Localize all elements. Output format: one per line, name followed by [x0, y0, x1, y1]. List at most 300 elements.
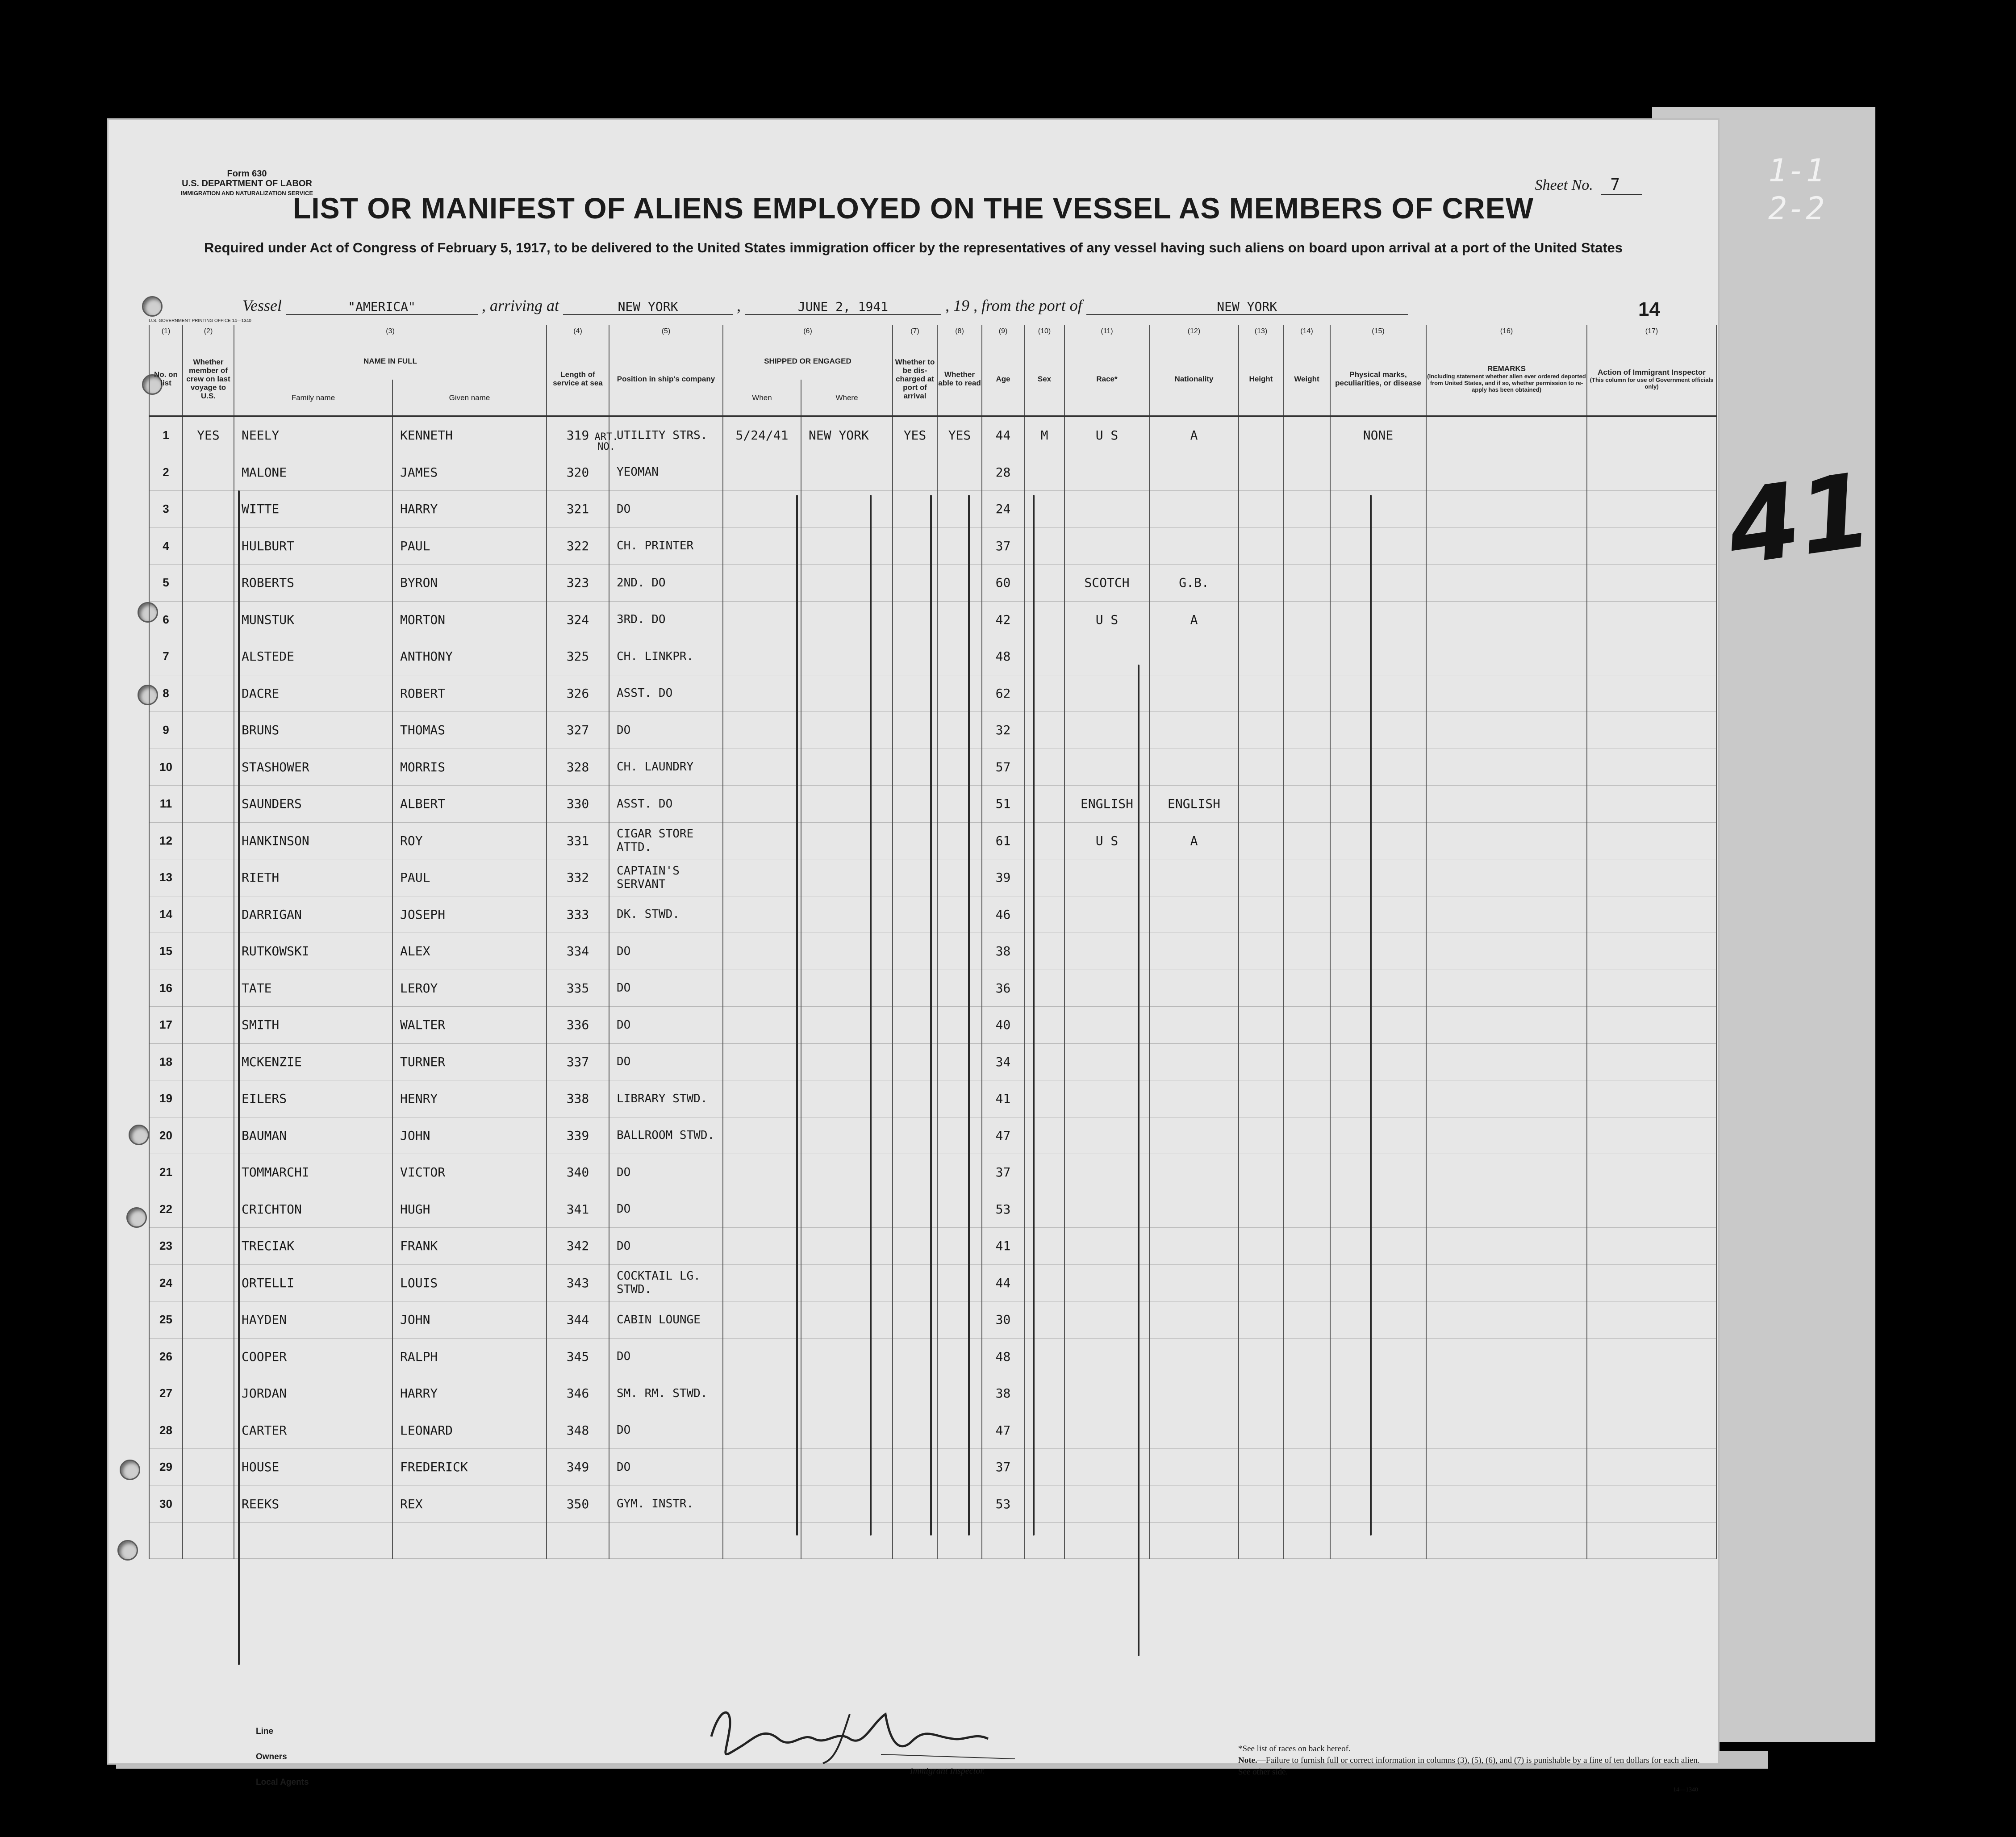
shipped-where — [801, 454, 893, 491]
ship-position: LIBRARY STWD. — [609, 1080, 723, 1117]
nationality — [1149, 1043, 1239, 1080]
ship-position: YEOMAN — [609, 454, 723, 491]
header-physical-marks: Physical marks, peculiarities, or disease — [1330, 342, 1426, 416]
nationality — [1149, 749, 1239, 786]
remarks — [1426, 1449, 1587, 1486]
family-name: BAUMAN — [234, 1117, 392, 1154]
race — [1064, 712, 1149, 749]
age: 38 — [982, 1375, 1024, 1412]
member-last-voyage — [183, 896, 234, 933]
race: U S — [1064, 822, 1149, 859]
table-row — [149, 1264, 1716, 1301]
physical-marks — [1330, 749, 1426, 786]
race — [1064, 638, 1149, 675]
shipped-where — [801, 1007, 893, 1044]
sheet-number-label: Sheet No. — [1535, 177, 1593, 193]
race — [1064, 527, 1149, 565]
table-row — [149, 1486, 1716, 1523]
physical-marks — [1330, 1375, 1426, 1412]
member-last-voyage — [183, 601, 234, 638]
inspector-action — [1587, 1007, 1716, 1044]
sheet-number-value: 7 — [1601, 176, 1642, 195]
length-of-service: 328 — [547, 749, 609, 786]
table-row — [149, 1412, 1716, 1449]
inspector-action — [1587, 527, 1716, 565]
race — [1064, 1043, 1149, 1080]
shipped-where — [801, 933, 893, 970]
able-to-read — [937, 527, 982, 565]
inspector-action — [1587, 638, 1716, 675]
member-last-voyage — [183, 1117, 234, 1154]
nationality — [1149, 1301, 1239, 1339]
given-name: HARRY — [392, 1375, 547, 1412]
length-of-service: 320 — [547, 454, 609, 491]
member-last-voyage — [183, 859, 234, 896]
physical-marks — [1330, 1191, 1426, 1228]
given-name: ANTHONY — [392, 638, 547, 675]
col-num: (10) — [1024, 325, 1064, 342]
shipped-where — [801, 1080, 893, 1117]
height — [1239, 1375, 1283, 1412]
shipped-where — [801, 1043, 893, 1080]
weight — [1283, 712, 1330, 749]
header-family-name: Family name — [234, 380, 392, 416]
weight — [1283, 454, 1330, 491]
manifest-table — [149, 325, 1717, 1559]
row-number: 8 — [149, 675, 183, 712]
age: 48 — [982, 638, 1024, 675]
ditto-line-race — [1138, 665, 1139, 1656]
family-name: STASHOWER — [234, 749, 392, 786]
table-row — [149, 565, 1716, 602]
member-last-voyage: YES — [183, 416, 234, 454]
shipped-when: 5/24/41 — [723, 416, 801, 454]
row-number: 5 — [149, 565, 183, 602]
shipped-when — [723, 896, 801, 933]
weight — [1283, 786, 1330, 823]
weight — [1283, 896, 1330, 933]
margin-mark-top: 1-1 — [1768, 152, 1825, 189]
weight — [1283, 1486, 1330, 1523]
age: 39 — [982, 859, 1024, 896]
sex — [1024, 454, 1064, 491]
able-to-read — [937, 1007, 982, 1044]
page-number: 14 — [1638, 298, 1660, 320]
header-where: Where — [801, 380, 893, 416]
nationality: ENGLISH — [1149, 786, 1239, 823]
arriving-label: , arriving at — [481, 297, 559, 314]
inspector-action — [1587, 601, 1716, 638]
row-number: 23 — [149, 1228, 183, 1265]
given-name: PAUL — [392, 859, 547, 896]
col-num: (11) — [1064, 325, 1149, 342]
row-number: 18 — [149, 1043, 183, 1080]
age: 41 — [982, 1228, 1024, 1265]
ditto-line-discharged — [930, 495, 932, 1536]
age: 36 — [982, 970, 1024, 1007]
row-number: 24 — [149, 1264, 183, 1301]
sex — [1024, 896, 1064, 933]
weight — [1283, 527, 1330, 565]
blank-cell — [1330, 1523, 1426, 1559]
vessel-name: "AMERICA" — [286, 299, 478, 315]
ship-position: CAPTAIN'S SERVANT — [609, 859, 723, 896]
shipped-where — [801, 565, 893, 602]
ship-position: 3RD. DO — [609, 601, 723, 638]
ditto-line-member — [238, 490, 240, 1665]
vessel-label: Vessel — [242, 297, 282, 314]
age: 53 — [982, 1191, 1024, 1228]
family-name: CARTER — [234, 1412, 392, 1449]
action-note: (This column for use of Government officials only) — [1590, 376, 1714, 390]
row-number: 28 — [149, 1412, 183, 1449]
blank-cell — [183, 1523, 234, 1559]
inspector-signature — [702, 1696, 1015, 1768]
shipped-when — [723, 822, 801, 859]
ship-position: DO — [609, 491, 723, 528]
sex — [1024, 822, 1064, 859]
ship-position: DO — [609, 1043, 723, 1080]
ship-position: CH. LAUNDRY — [609, 749, 723, 786]
ship-position: CH. PRINTER — [609, 527, 723, 565]
length-of-service: 345 — [547, 1338, 609, 1375]
race — [1064, 491, 1149, 528]
age: 40 — [982, 1007, 1024, 1044]
length-of-service: 340 — [547, 1154, 609, 1191]
age: 60 — [982, 565, 1024, 602]
family-name: TOMMARCHI — [234, 1154, 392, 1191]
blank-cell — [982, 1523, 1024, 1559]
given-name: HENRY — [392, 1080, 547, 1117]
age: 48 — [982, 1338, 1024, 1375]
blank-cell — [723, 1523, 801, 1559]
member-last-voyage — [183, 675, 234, 712]
remarks-note: (Including statement whether alien ever ordered deported from United States, and if so, whether permission to re-apply has been obtained) — [1427, 373, 1586, 393]
able-to-read — [937, 1449, 982, 1486]
remarks — [1426, 970, 1587, 1007]
blank-cell — [234, 1523, 392, 1559]
ditto-line-when — [796, 495, 798, 1536]
vessel-line: Vessel "AMERICA" , arriving at NEW YORK , JUNE 2, 1941 , 19 , from the port of NEW YORK — [242, 296, 1627, 315]
inspector-action — [1587, 786, 1716, 823]
remarks — [1426, 1117, 1587, 1154]
inspector-action — [1587, 1117, 1716, 1154]
inspector-action — [1587, 1043, 1716, 1080]
length-of-service: 326 — [547, 675, 609, 712]
sex — [1024, 1080, 1064, 1117]
family-name: ALSTEDE — [234, 638, 392, 675]
header-no-on-list: No. on list — [149, 342, 183, 416]
family-name: DACRE — [234, 675, 392, 712]
row-number: 6 — [149, 601, 183, 638]
sex — [1024, 859, 1064, 896]
race — [1064, 1301, 1149, 1339]
race — [1064, 675, 1149, 712]
shipped-where — [801, 822, 893, 859]
sex — [1024, 1264, 1064, 1301]
physical-marks — [1330, 454, 1426, 491]
weight — [1283, 565, 1330, 602]
shipped-where — [801, 1449, 893, 1486]
nationality — [1149, 1449, 1239, 1486]
table-row — [149, 822, 1716, 859]
shipped-when — [723, 491, 801, 528]
shipped-where — [801, 1338, 893, 1375]
family-name: RUTKOWSKI — [234, 933, 392, 970]
document-subtitle: Required under Act of Congress of February 5, 1917, to be delivered to the United States immigration officer by the representatives of any vessel having such aliens on board upon arrival at a port of the United States — [204, 240, 1623, 255]
column-number-row — [149, 325, 1716, 342]
nationality — [1149, 527, 1239, 565]
height — [1239, 601, 1283, 638]
height — [1239, 1301, 1283, 1339]
weight — [1283, 675, 1330, 712]
length-of-service: 334 — [547, 933, 609, 970]
nationality — [1149, 1486, 1239, 1523]
able-to-read — [937, 454, 982, 491]
race — [1064, 1154, 1149, 1191]
inspector-action — [1587, 822, 1716, 859]
action-title: Action of Immigrant Inspector — [1598, 368, 1706, 377]
height — [1239, 859, 1283, 896]
nationality: G.B. — [1149, 565, 1239, 602]
weight — [1283, 416, 1330, 454]
shipped-when — [723, 1375, 801, 1412]
shipped-where — [801, 638, 893, 675]
manifest-table-wrap — [149, 325, 1716, 1663]
nationality — [1149, 1338, 1239, 1375]
col-num: (15) — [1330, 325, 1426, 342]
weight — [1283, 933, 1330, 970]
art-no-note: ART. NO. — [594, 431, 618, 452]
member-last-voyage — [183, 1043, 234, 1080]
length-of-service: 330 — [547, 786, 609, 823]
remarks — [1426, 749, 1587, 786]
table-row — [149, 1117, 1716, 1154]
height — [1239, 1191, 1283, 1228]
family-name: WITTE — [234, 491, 392, 528]
ship-position: GYM. INSTR. — [609, 1486, 723, 1523]
row-number: 20 — [149, 1117, 183, 1154]
remarks — [1426, 1375, 1587, 1412]
ship-position: COCKTAIL LG. STWD. — [609, 1264, 723, 1301]
able-to-read — [937, 1412, 982, 1449]
sex — [1024, 933, 1064, 970]
able-to-read — [937, 638, 982, 675]
weight — [1283, 1412, 1330, 1449]
ship-position: DO — [609, 933, 723, 970]
header-sex: Sex — [1024, 342, 1064, 416]
row-number: 21 — [149, 1154, 183, 1191]
sex — [1024, 1154, 1064, 1191]
blank-cell — [1024, 1523, 1064, 1559]
length-of-service: 349 — [547, 1449, 609, 1486]
nationality — [1149, 1117, 1239, 1154]
ship-position: DO — [609, 1228, 723, 1265]
shipped-where — [801, 1117, 893, 1154]
inspector-action — [1587, 970, 1716, 1007]
row-number: 2 — [149, 454, 183, 491]
length-of-service: 319 — [547, 416, 609, 454]
age: 47 — [982, 1117, 1024, 1154]
table-row — [149, 454, 1716, 491]
header-member-last-voyage: Whether member of crew on last voyage to U.S. — [183, 342, 234, 416]
shipped-when — [723, 1228, 801, 1265]
able-to-read — [937, 1301, 982, 1339]
col-num: (16) — [1426, 325, 1587, 342]
blank-cell — [1064, 1523, 1149, 1559]
race: ENGLISH — [1064, 786, 1149, 823]
shipped-when — [723, 1412, 801, 1449]
shipped-when — [723, 970, 801, 1007]
length-of-service: 342 — [547, 1228, 609, 1265]
ship-position: ASST. DO — [609, 675, 723, 712]
ship-position: 2ND. DO — [609, 565, 723, 602]
length-of-service: 337 — [547, 1043, 609, 1080]
member-last-voyage — [183, 749, 234, 786]
age: 41 — [982, 1080, 1024, 1117]
binder-hole — [126, 1207, 147, 1228]
given-name: WALTER — [392, 1007, 547, 1044]
family-name: TRECIAK — [234, 1228, 392, 1265]
shipped-when — [723, 859, 801, 896]
age: 24 — [982, 491, 1024, 528]
physical-marks — [1330, 1338, 1426, 1375]
physical-marks — [1330, 859, 1426, 896]
nationality — [1149, 675, 1239, 712]
row-number: 22 — [149, 1191, 183, 1228]
shipped-when — [723, 786, 801, 823]
table-row — [149, 1043, 1716, 1080]
height — [1239, 1080, 1283, 1117]
ship-position: CH. LINKPR. — [609, 638, 723, 675]
race — [1064, 749, 1149, 786]
nationality — [1149, 1264, 1239, 1301]
family-name: CRICHTON — [234, 1191, 392, 1228]
shipped-where — [801, 675, 893, 712]
length-of-service: 343 — [547, 1264, 609, 1301]
able-to-read — [937, 1117, 982, 1154]
age: 32 — [982, 712, 1024, 749]
family-name: HANKINSON — [234, 822, 392, 859]
sex — [1024, 1486, 1064, 1523]
table-row — [149, 527, 1716, 565]
binder-hole — [129, 1125, 149, 1145]
ship-position: UTILITY STRS. — [609, 416, 723, 454]
able-to-read — [937, 1191, 982, 1228]
member-last-voyage — [183, 970, 234, 1007]
age: 57 — [982, 749, 1024, 786]
length-of-service: 322 — [547, 527, 609, 565]
weight — [1283, 491, 1330, 528]
weight — [1283, 1007, 1330, 1044]
sex: M — [1024, 416, 1064, 454]
inspector-action — [1587, 1264, 1716, 1301]
ship-position: DO — [609, 1412, 723, 1449]
sex — [1024, 1043, 1064, 1080]
binder-hole — [120, 1460, 140, 1480]
race: U S — [1064, 416, 1149, 454]
length-of-service: 344 — [547, 1301, 609, 1339]
shipped-when — [723, 675, 801, 712]
inspector-action — [1587, 933, 1716, 970]
nationality — [1149, 859, 1239, 896]
nationality — [1149, 491, 1239, 528]
shipped-when — [723, 1338, 801, 1375]
blank-row — [149, 1523, 1716, 1559]
physical-marks — [1330, 527, 1426, 565]
weight — [1283, 822, 1330, 859]
nationality — [1149, 896, 1239, 933]
given-name: ROBERT — [392, 675, 547, 712]
table-row — [149, 970, 1716, 1007]
able-to-read — [937, 491, 982, 528]
member-last-voyage — [183, 712, 234, 749]
shipped-when — [723, 601, 801, 638]
nationality — [1149, 1228, 1239, 1265]
given-name: HARRY — [392, 491, 547, 528]
shipped-when — [723, 1301, 801, 1339]
col-num: (5) — [609, 325, 723, 342]
height — [1239, 1412, 1283, 1449]
height — [1239, 970, 1283, 1007]
table-row — [149, 1301, 1716, 1339]
nationality — [1149, 638, 1239, 675]
blank-cell — [1149, 1523, 1239, 1559]
member-last-voyage — [183, 1449, 234, 1486]
physical-marks — [1330, 675, 1426, 712]
row-number: 25 — [149, 1301, 183, 1339]
table-row — [149, 749, 1716, 786]
ditto-line-read — [968, 495, 970, 1536]
note-label: Note. — [1238, 1756, 1257, 1765]
shipped-when — [723, 1007, 801, 1044]
header-row — [149, 342, 1716, 380]
age: 37 — [982, 527, 1024, 565]
row-number: 3 — [149, 491, 183, 528]
blank-cell — [547, 1523, 609, 1559]
ditto-line-where — [870, 495, 872, 1536]
height — [1239, 1043, 1283, 1080]
shipped-where — [801, 896, 893, 933]
table-row — [149, 1080, 1716, 1117]
family-name: RIETH — [234, 859, 392, 896]
row-number: 7 — [149, 638, 183, 675]
sex — [1024, 1375, 1064, 1412]
physical-marks — [1330, 970, 1426, 1007]
sex — [1024, 1191, 1064, 1228]
sex — [1024, 970, 1064, 1007]
arriving-port: NEW YORK — [563, 299, 733, 315]
service-name: IMMIGRATION AND NATURALIZATION SERVICE — [180, 190, 313, 197]
discharged — [893, 454, 937, 491]
physical-marks — [1330, 638, 1426, 675]
margin-mark-bottom: 2-2 — [1768, 190, 1825, 227]
shipped-where: NEW YORK — [801, 416, 893, 454]
given-name: ROY — [392, 822, 547, 859]
ditto-line-physical — [1370, 495, 1372, 1536]
length-of-service: 333 — [547, 896, 609, 933]
shipped-where — [801, 712, 893, 749]
nationality — [1149, 1080, 1239, 1117]
inspector-action — [1587, 1191, 1716, 1228]
col-num: (4) — [547, 325, 609, 342]
row-number: 15 — [149, 933, 183, 970]
member-last-voyage — [183, 933, 234, 970]
given-name: TURNER — [392, 1043, 547, 1080]
remarks — [1426, 822, 1587, 859]
height — [1239, 822, 1283, 859]
given-name: THOMAS — [392, 712, 547, 749]
